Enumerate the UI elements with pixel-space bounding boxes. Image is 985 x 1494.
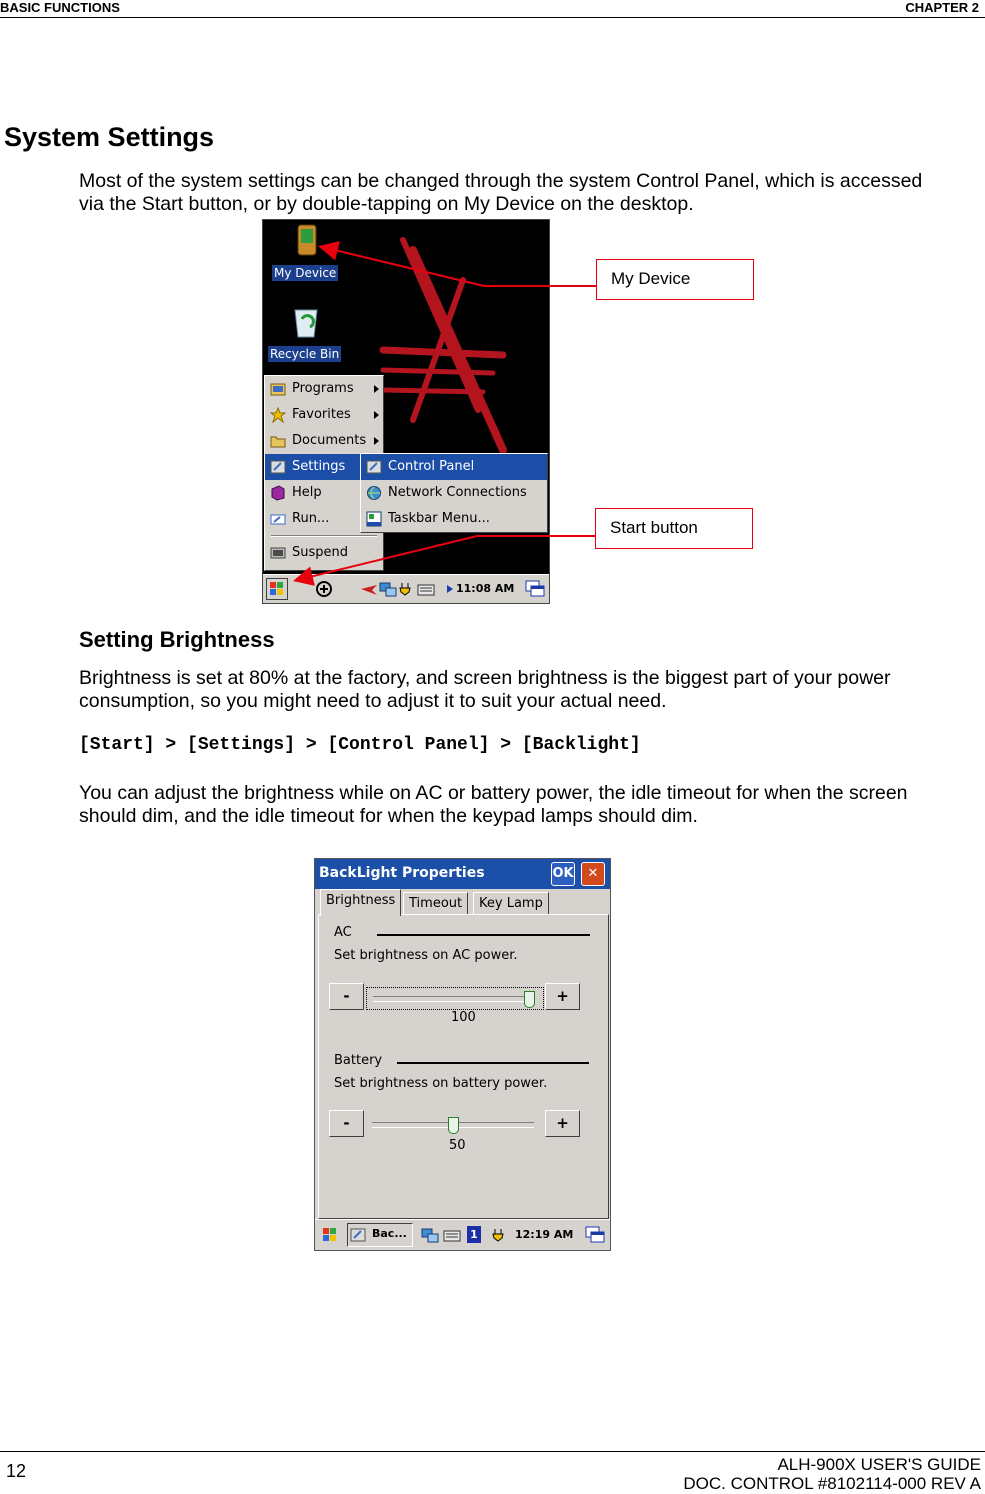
- ac-slider[interactable]: [366, 987, 544, 1010]
- brightness-para2-line1: You can adjust the brightness while on AC or battery power, the idle timeout for when the screen: [79, 782, 908, 804]
- menu-label: Run...: [292, 511, 330, 526]
- backlight-screenshot: [314, 858, 611, 1251]
- tab-brightness[interactable]: Brightness: [320, 889, 401, 916]
- menu-label: Suspend: [292, 545, 349, 560]
- taskbar-app-label: Bac...: [372, 1227, 407, 1240]
- submenu-label: Control Panel: [388, 459, 475, 474]
- taskbar-clock: 11:08 AM: [456, 582, 515, 595]
- callout-arrows: [0, 0, 985, 620]
- close-button[interactable]: ✕: [581, 862, 605, 886]
- tab-key-lamp[interactable]: Key Lamp: [473, 892, 549, 915]
- start-button-icon[interactable]: [319, 1224, 341, 1246]
- callout-my-device: My Device: [596, 259, 754, 300]
- title-bar: [315, 859, 610, 889]
- taskbar-clock: 12:19 AM: [515, 1228, 574, 1241]
- battery-slider-thumb[interactable]: [448, 1117, 459, 1134]
- tab-timeout[interactable]: Timeout: [403, 892, 468, 915]
- ok-button[interactable]: OK: [551, 862, 575, 886]
- ac-slider-thumb[interactable]: [524, 991, 535, 1008]
- my-device-label[interactable]: My Device: [274, 266, 337, 280]
- taskbar-app-button[interactable]: [347, 1223, 413, 1247]
- menu-label: Favorites: [292, 407, 351, 422]
- brightness-para1-line1: Brightness is set at 80% at the factory, and screen brightness is the biggest part of your power: [79, 667, 891, 689]
- ac-increase-button[interactable]: +: [545, 983, 580, 1010]
- power-plug-icon: [491, 1227, 509, 1243]
- battery-slider[interactable]: [366, 1114, 542, 1135]
- ac-label: AC: [334, 925, 352, 940]
- desktop-toggle-icon[interactable]: [585, 1226, 605, 1244]
- intro-line-1: Most of the system settings can be changed through the system Control Panel, which is accessed: [79, 170, 923, 192]
- menu-label: Settings: [292, 459, 346, 474]
- menu-label: Help: [292, 485, 322, 500]
- brightness-title: Setting Brightness: [79, 627, 275, 652]
- page-number: 12: [6, 1461, 27, 1481]
- ac-description: Set brightness on AC power.: [334, 948, 518, 963]
- brightness-para2-line2: should dim, and the idle timeout for when the keypad lamps should dim.: [79, 805, 698, 827]
- input-mode-badge[interactable]: 1: [467, 1226, 481, 1243]
- footer-guide: ALH-900X USER'S GUIDE: [777, 1455, 981, 1474]
- submenu-label: Taskbar Menu...: [388, 511, 490, 526]
- ac-divider: [377, 934, 590, 936]
- header-left: BASIC FUNCTIONS: [0, 0, 120, 15]
- battery-value: 50: [449, 1138, 466, 1153]
- battery-label: Battery: [334, 1053, 383, 1068]
- menu-label: Programs: [292, 381, 354, 396]
- intro-line-2: via the Start button, or by double-tapping on My Device on the desktop.: [79, 193, 694, 215]
- footer-rule: [0, 1451, 985, 1452]
- ac-value: 100: [451, 1010, 476, 1025]
- footer-doc-control: DOC. CONTROL #8102114-000 REV A: [683, 1474, 981, 1493]
- menu-label: Documents: [292, 433, 367, 448]
- callout-start-button: Start button: [595, 508, 753, 549]
- network-icon: [421, 1227, 439, 1243]
- taskbar: [315, 1219, 610, 1250]
- header-right: CHAPTER 2: [905, 0, 979, 15]
- submenu-label: Network Connections: [388, 485, 527, 500]
- brightness-para1-line2: consumption, so you might need to adjust it to suit your actual need.: [79, 690, 667, 712]
- section-title: System Settings: [4, 122, 215, 152]
- battery-description: Set brightness on battery power.: [334, 1076, 548, 1091]
- menu-path: [Start] > [Settings] > [Control Panel] > [Backlight]: [79, 735, 641, 755]
- battery-decrease-button[interactable]: -: [329, 1110, 364, 1137]
- keyboard-icon: [443, 1227, 461, 1243]
- ac-decrease-button[interactable]: -: [329, 983, 364, 1010]
- battery-increase-button[interactable]: +: [545, 1110, 580, 1137]
- battery-divider: [397, 1062, 589, 1064]
- recycle-bin-label[interactable]: Recycle Bin: [270, 347, 340, 361]
- app-icon: [350, 1227, 368, 1243]
- dialog-title: BackLight Properties: [319, 865, 485, 881]
- ac-slider-track: [373, 996, 535, 1002]
